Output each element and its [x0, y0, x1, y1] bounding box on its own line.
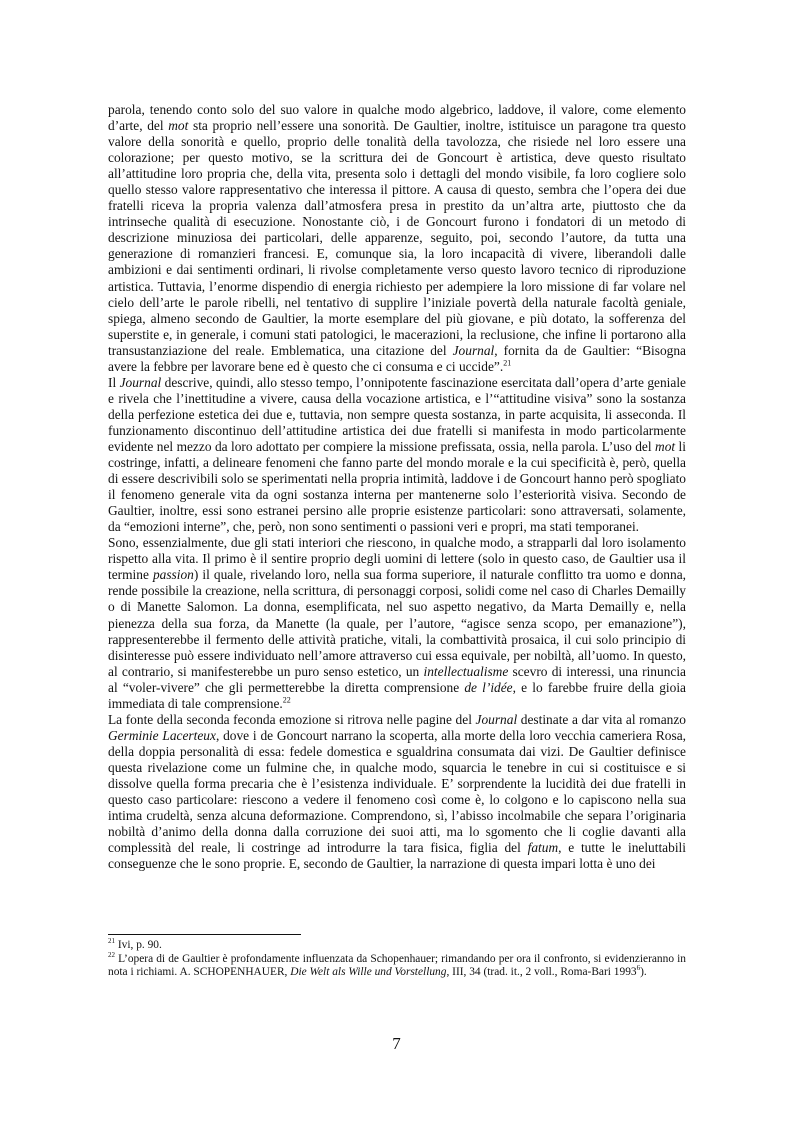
footnote-21: [108, 939, 686, 953]
text-run: , e lo farebbe fruire della gioia immediata di tale comprensione.: [108, 679, 687, 711]
text-run: Ivi, p. 90.: [115, 939, 162, 951]
text-run: Il: [108, 374, 120, 390]
italic-term: Germinie Lacerteux: [108, 727, 216, 743]
italic-term: Die Welt als Wille und Vorstellung: [290, 966, 447, 979]
italic-term: Journal: [452, 342, 495, 358]
text-run: ).: [640, 966, 647, 979]
footnotes-section: [108, 934, 686, 980]
footnote-marker: 21: [108, 937, 115, 946]
italic-term: Journal: [119, 374, 162, 390]
text-run: , III, 34 (trad. it., 2 voll., Roma-Bari 1993: [446, 966, 637, 979]
text-run: , dove i de Goncourt narrano la scoperta, alla morte della loro vecchia cameriera Rosa, della doppia personalità di essa: fedele domestica e sgualdrina consumata dai vizi. De Gaultier definisce questa rivelazione come un fulmine che, in qualche modo, squarcia le tenebre in cui si costituisce e si dissolve quella forma precaria che è l’esistenza individuale. E’ sorprendente la lucidità dei due fratelli in questo caso particolare: riescono a vedere il fenomeno così come è, lo colgono e lo capiscono nella sua intima crudeltà, senza alcuna deformazione. Comprendono, sì, l’abisso incolmabile che separa l’originaria nobiltà d’animo della donna dalla corruzione dei suoi atti, ma lo sgomento che li coglie davanti alla complessità del reale, li costringe ad introdurre la tara fisica, figlia del: [108, 727, 686, 856]
text-run: sta proprio nell’essere una sonorità. De Gaultier, inoltre, istituisce un paragone tra questo valore della sonorità e quello, proprio delle tonalità della tavolozza, che risiede nel loro essere una colorazione; per questo motivo, se la scrittura dei de Goncourt è artistica, deve questo risultato all’attitudine loro propria che, della vita, presenta solo i dettagli del mondo visibile, fa loro cogliere solo quello stesso valore rappresentativo che interessa il pittore. A causa di questo, sembra che l’opera dei due fratelli riceva la propria valenza dall’atmosfera presa in prestito da un’altra arte, piuttosto che da intrinseche qualità di esecuzione. Nonostante ciò, i de Goncourt furono i fondatori di un metodo di descrizione minuziosa dei particolari, delle apparenze, seguito, poi, secondo l’autore, da tutta una generazione di romanzieri francesi. E, comunque sia, la loro incapacità di vivere, liberandoli dalle ambizioni e dai sentimenti ordinari, li rivolse completamente verso questo lavoro tecnico di riproduzione artistica. Tuttavia, l’enorme dispendio di energia richiesto per adempiere la loro missione di far volare nel cielo dell’arte le parole ribelli, nel tentativo di supplire l’iniziale povertà della naturale facoltà geniale, spiega, almeno secondo de Gaultier, la morte esemplare del più giovane, e più dotato, la sofferenza del superstite e, in generale, i comuni stati patologici, le macerazioni, la reclusione, che infine li portarono alla transustanziazione del reale. Emblematica, una citazione del: [108, 118, 687, 358]
text-run: parola, tenendo conto solo del suo valore in qualche modo algebrico, laddove, il valore, come elemento d’arte, del: [108, 102, 686, 134]
paragraph-4: [108, 712, 686, 872]
italic-term: de l’idée: [464, 679, 513, 695]
italic-term: mot: [655, 438, 676, 454]
text-run: descrive, quindi, allo stesso tempo, l’onnipotente fascinazione esercitata dall’opera d’arte geniale e rivela che l’inettitudine a vivere, causa della vocazione artistica, e l’“attitudine visiva” sono la sostanza della perfezione estetica dei due e, tuttavia, non sempre questa sostanza, in parte acquisita, li asseconda. Il funzionamento discontinuo dell’attitudine artistica dei due fratelli si manifesta in modo particolarmente evidente nel mezzo da loro adottato per compiere la missione prefissata, ossia, nella parola. L’uso del: [108, 374, 686, 454]
text-run: ) il quale, rivelando loro, nella sua forma superiore, il naturale conflitto tra uomo e donna, rende possibile la creazione, nella scrittura, di personaggi corposi, solidi come nel caso di Charles Demailly o di Manette Salomon. La donna, esemplificata, nel suo aspetto negativo, da Marta Demailly e, nella pienezza della sua forza, da Manette (la quale, per l’autore, “agisce senza scopo, per emanazione”), rappresenterebbe il fermento delle attività pratiche, vitali, la combattività prosaica, il cui solo principio di disinteresse può essere individuato nell’amore attraverso cui essa equivale, per nobiltà, all’uomo. In questo, al contrario, si manifesterebbe un puro senso estetico, un: [108, 567, 686, 679]
footnote-marker: 22: [282, 695, 291, 705]
text-run: , fornita da de Gaultier: “Bisogna avere la febbre per lavorare bene ed è questo che ci consuma e ci uccide”.: [108, 342, 686, 374]
italic-term: intellectualisme: [423, 663, 509, 679]
paragraph-3: [108, 535, 686, 712]
text-run: La fonte della seconda feconda emozione si ritrova nelle pagine del: [108, 711, 476, 727]
document-body: [108, 102, 686, 872]
italic-term: passion: [152, 567, 194, 583]
text-run: L’opera di de Gaultier è profondamente influenzata da Schopenhauer; rimandando per ora il confronto, si evidenzieranno in nota i richiami. A. SCHOPENHAUER,: [108, 952, 686, 979]
footnote-marker: 22: [108, 950, 115, 959]
paragraph-1: [108, 102, 686, 375]
italic-term: Journal: [475, 711, 518, 727]
footnote-marker: 21: [503, 358, 512, 368]
footnote-separator: [108, 934, 301, 935]
text-run: li costringe, infatti, a delineare fenomeni che fanno parte del mondo morale e la cui specificità è, però, quella di essere descrivibili solo se sperimentati nella propria intimità, laddove i de Goncourt hanno però spogliato il fenomeno generale vita da ogni sostanza interna per mantenerne solo l’esteriorità visiva. Secondo de Gaultier, inoltre, essi sono estranei persino alle proprie esistenze particolari: sono attraversati, solamente, da “emozioni interne”, che, però, non sono sentimenti o passioni veri e propri, ma stati temporanei.: [108, 438, 686, 535]
text-run: , e tutte le ineluttabili conseguenze che le sono proprie. E, secondo de Gaultier, la narrazione di questa impari lotta è uno dei: [108, 840, 686, 872]
footnote-22: [108, 950, 686, 980]
page-number: 7: [392, 1034, 401, 1053]
text-run: destinate a dar vita al romanzo: [517, 711, 686, 727]
italic-term: fatum: [527, 840, 559, 856]
text-run: scevro di interessi, una rinuncia al “voler-vivere” che gli permetterebbe la diretta comprensione: [108, 663, 687, 695]
italic-term: mot: [168, 118, 189, 134]
paragraph-2: [108, 375, 686, 535]
text-run: Sono, essenzialmente, due gli stati interiori che riescono, in qualche modo, a strapparli dal loro isolamento rispetto alla vita. Il primo è il sentire proprio degli uomini di lettere (solo in questo caso, de Gaultier usa il termine: [108, 535, 686, 583]
footnote-marker: 6: [636, 964, 641, 973]
